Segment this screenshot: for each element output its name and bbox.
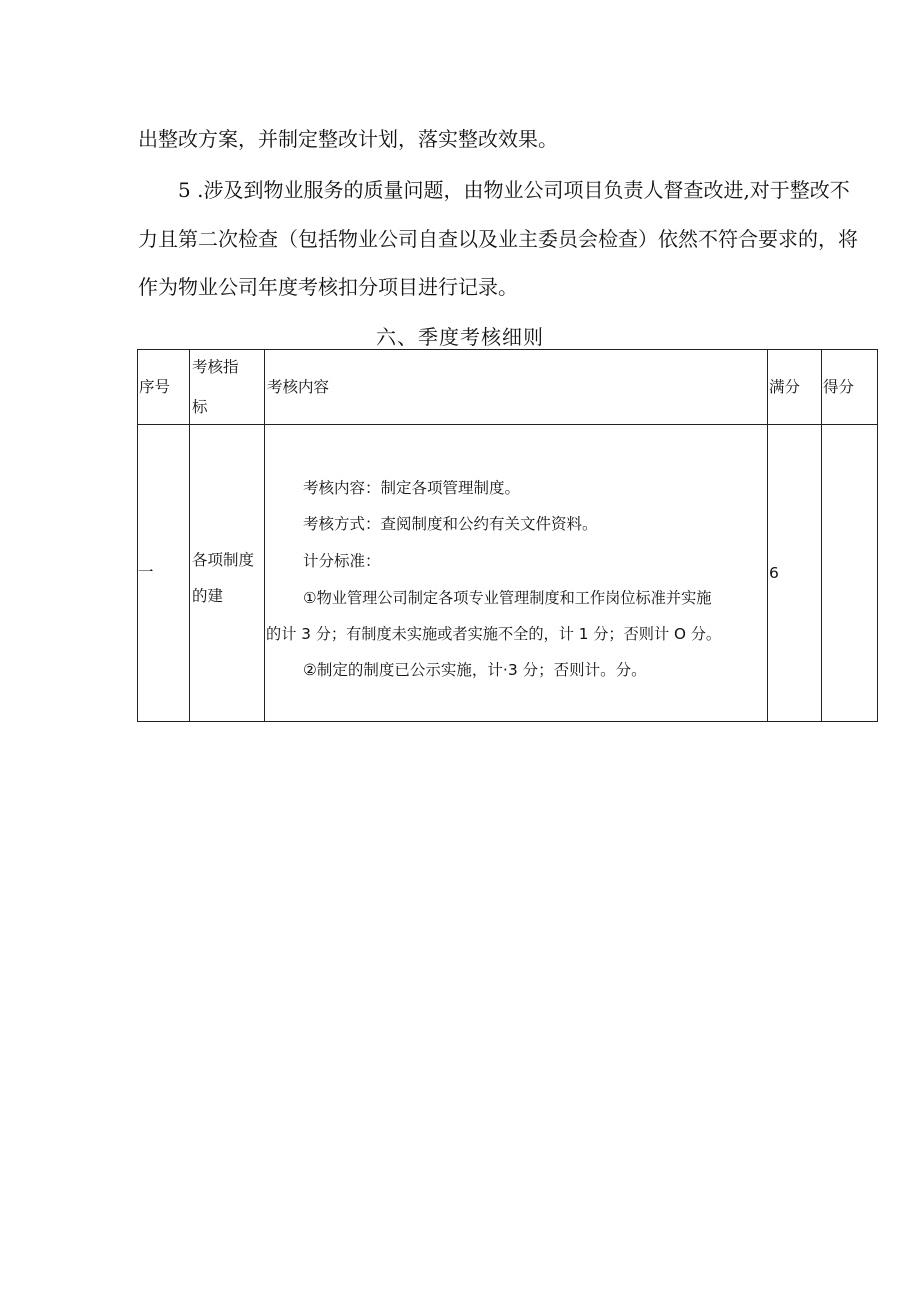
intro-line-4: 作为物业公司年度考核扣分项目进行记录。 xyxy=(138,275,518,299)
table-border-right xyxy=(877,349,878,722)
assessment-table xyxy=(137,349,878,722)
row-indicator-line-1: 各项制度 xyxy=(192,551,255,569)
header-indicator-line-2: 标 xyxy=(192,398,208,416)
header-content: 考核内容 xyxy=(267,378,330,396)
column-divider-2 xyxy=(264,349,265,722)
intro-line-1: 出整改方案，并制定整改计划，落实整改效果。 xyxy=(138,127,558,151)
header-full-score: 满分 xyxy=(769,378,801,396)
header-indicator-line-1: 考核指 xyxy=(192,358,239,376)
row-indicator-line-2: 的建 xyxy=(192,587,224,605)
row-content-line-4: ①物业管理公司制定各项专业管理制度和工作岗位标准并实施 xyxy=(303,589,712,607)
row-content-line-6: ②制定的制度已公示实施，计·3 分；否则计。分。 xyxy=(303,661,647,679)
section-title: 六、季度考核细则 xyxy=(376,325,544,349)
intro-line-3: 力且第二次检查（包括物业公司自查以及业主委员会检查）依然不符合要求的，将 xyxy=(138,227,858,251)
column-divider-1 xyxy=(189,349,190,722)
row-content-line-2: 考核方式：查阅制度和公约有关文件资料。 xyxy=(303,515,598,533)
column-divider-3 xyxy=(767,349,768,722)
header-score: 得分 xyxy=(823,378,855,396)
row-content-line-5: 的计 3 分；有制度未实施或者实施不全的，计 1 分；否则计 O 分。 xyxy=(266,625,722,643)
column-divider-4 xyxy=(821,349,822,722)
row-content-line-3: 计分标准： xyxy=(303,552,381,570)
row-content-line-1: 考核内容：制定各项管理制度。 xyxy=(303,479,521,497)
row-full-score: 6 xyxy=(769,564,779,582)
table-border-left xyxy=(137,349,138,722)
header-seq: 序号 xyxy=(139,378,171,396)
intro-line-2: 5 .涉及到物业服务的质量问题，由物业公司项目负责人督查改进,对于整改不 xyxy=(178,178,850,202)
row-seq: 一 xyxy=(138,563,154,581)
